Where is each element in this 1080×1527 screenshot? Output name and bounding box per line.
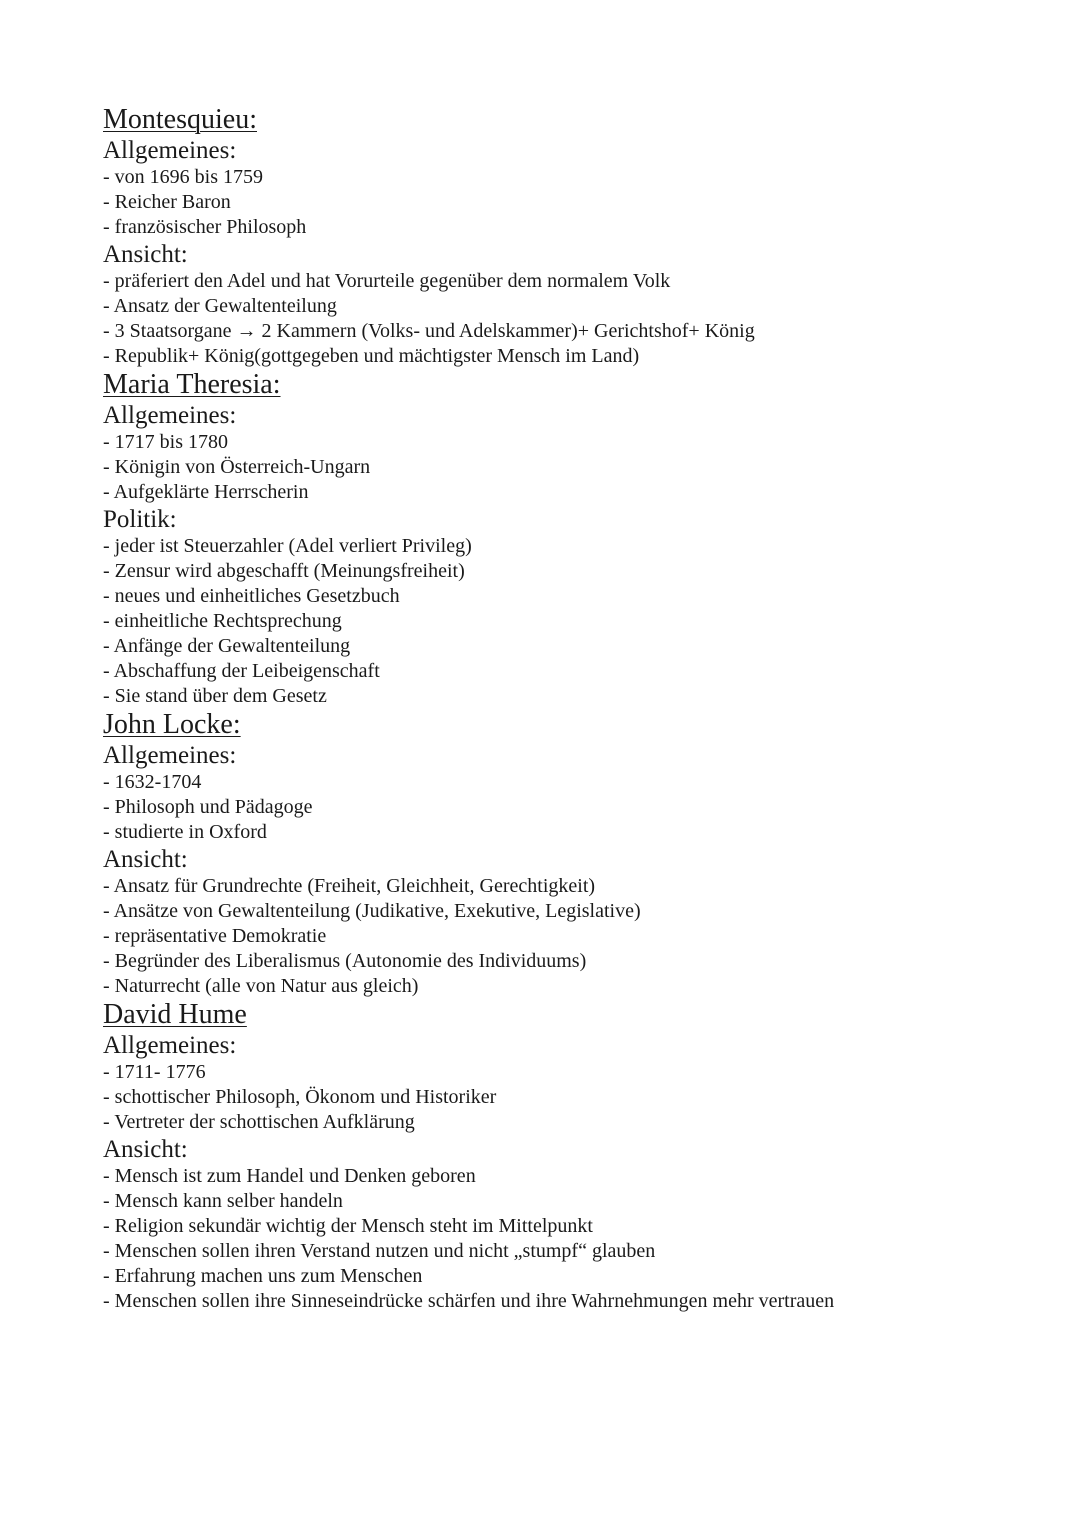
list-item: - 1711- 1776 <box>103 1060 1003 1085</box>
list-item: - Mensch kann selber handeln <box>103 1189 1003 1214</box>
list-item: - Menschen sollen ihren Verstand nutzen und nicht „stumpf“ glauben <box>103 1239 1003 1264</box>
list-item: - Königin von Österreich-Ungarn <box>103 455 1003 480</box>
group-heading: Politik: <box>103 506 177 533</box>
list-item: - Republik+ König(gottgegeben und mächtigster Mensch im Land) <box>103 344 1003 369</box>
group-allgemeines <box>103 1031 1003 1135</box>
list-item: - 3 Staatsorgane → 2 Kammern (Volks- und Adelskammer)+ Gerichtshof+ König <box>103 319 1003 344</box>
list-item: - Abschaffung der Leibeigenschaft <box>103 659 1003 684</box>
item-list <box>103 1164 1003 1314</box>
list-item: - Vertreter der schottischen Aufklärung <box>103 1110 1003 1135</box>
item-list <box>103 165 1003 240</box>
group-heading: Ansicht: <box>103 241 188 268</box>
item-list <box>103 770 1003 845</box>
list-item: - einheitliche Rechtsprechung <box>103 609 1003 634</box>
group-allgemeines <box>103 136 1003 240</box>
list-item: - Naturrecht (alle von Natur aus gleich) <box>103 974 1003 999</box>
list-item: - Philosoph und Pädagoge <box>103 795 1003 820</box>
document-body <box>103 104 1003 1314</box>
section-david-hume <box>103 999 1003 1314</box>
list-item: - Reicher Baron <box>103 190 1003 215</box>
list-item: - schottischer Philosoph, Ökonom und Historiker <box>103 1085 1003 1110</box>
section-title: John Locke: <box>103 709 241 740</box>
group-heading: Allgemeines: <box>103 137 237 164</box>
section-john-locke <box>103 709 1003 999</box>
list-item: - jeder ist Steuerzahler (Adel verliert Privileg) <box>103 534 1003 559</box>
list-item: - studierte in Oxford <box>103 820 1003 845</box>
list-item: - Ansatz für Grundrechte (Freiheit, Gleichheit, Gerechtigkeit) <box>103 874 1003 899</box>
list-item: - Begründer des Liberalismus (Autonomie des Individuums) <box>103 949 1003 974</box>
list-item: - Aufgeklärte Herrscherin <box>103 480 1003 505</box>
group-allgemeines <box>103 401 1003 505</box>
item-list <box>103 269 1003 369</box>
list-item: - Erfahrung machen uns zum Menschen <box>103 1264 1003 1289</box>
section-title: Montesquieu: <box>103 104 257 135</box>
section-title: David Hume <box>103 999 247 1030</box>
list-item: - 1717 bis 1780 <box>103 430 1003 455</box>
group-politik <box>103 505 1003 709</box>
section-maria-theresia <box>103 369 1003 709</box>
group-ansicht <box>103 240 1003 369</box>
group-allgemeines <box>103 741 1003 845</box>
list-item: - neues und einheitliches Gesetzbuch <box>103 584 1003 609</box>
list-item: - präferiert den Adel und hat Vorurteile gegenüber dem normalem Volk <box>103 269 1003 294</box>
item-list <box>103 1060 1003 1135</box>
item-list <box>103 534 1003 709</box>
group-ansicht <box>103 1135 1003 1314</box>
list-item: - Religion sekundär wichtig der Mensch steht im Mittelpunkt <box>103 1214 1003 1239</box>
list-item: - Menschen sollen ihre Sinneseindrücke schärfen und ihre Wahrnehmungen mehr vertrauen <box>103 1289 1003 1314</box>
list-item: - Mensch ist zum Handel und Denken geboren <box>103 1164 1003 1189</box>
list-item: - Anfänge der Gewaltenteilung <box>103 634 1003 659</box>
group-ansicht <box>103 845 1003 999</box>
list-item: - repräsentative Demokratie <box>103 924 1003 949</box>
list-item: - Zensur wird abgeschafft (Meinungsfreiheit) <box>103 559 1003 584</box>
section-montesquieu <box>103 104 1003 369</box>
list-item: - 1632-1704 <box>103 770 1003 795</box>
item-list <box>103 430 1003 505</box>
group-heading: Allgemeines: <box>103 742 237 769</box>
list-item: - Ansätze von Gewaltenteilung (Judikative, Exekutive, Legislative) <box>103 899 1003 924</box>
group-heading: Allgemeines: <box>103 402 237 429</box>
group-heading: Allgemeines: <box>103 1032 237 1059</box>
group-heading: Ansicht: <box>103 1136 188 1163</box>
section-title: Maria Theresia: <box>103 369 281 400</box>
list-item: - Ansatz der Gewaltenteilung <box>103 294 1003 319</box>
list-item: - französischer Philosoph <box>103 215 1003 240</box>
group-heading: Ansicht: <box>103 846 188 873</box>
list-item: - Sie stand über dem Gesetz <box>103 684 1003 709</box>
item-list <box>103 874 1003 999</box>
list-item: - von 1696 bis 1759 <box>103 165 1003 190</box>
